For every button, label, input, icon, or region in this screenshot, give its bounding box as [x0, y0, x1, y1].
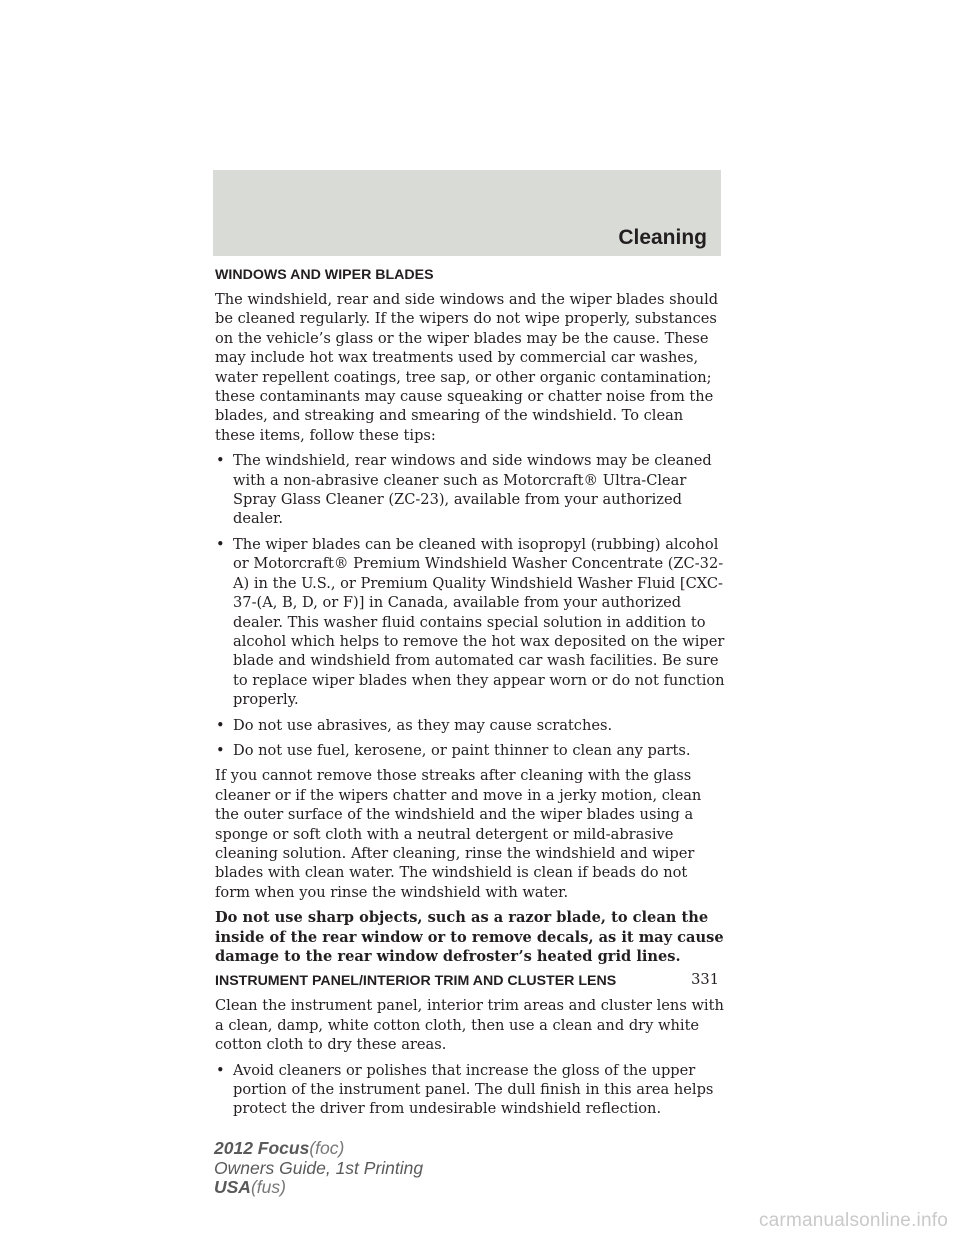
list-item-text: Do not use abrasives, as they may cause scratches. — [233, 716, 613, 734]
heading-windows-wiper-blades: WINDOWS AND WIPER BLADES — [215, 267, 434, 283]
list-item — [215, 1061, 725, 1119]
bullet-icon: • — [216, 452, 225, 470]
footer-line-market — [214, 1178, 423, 1198]
list-item — [215, 716, 725, 735]
list-item-text: Avoid cleaners or polishes that increase the gloss of the upper portion of the instrument panel. The dull finish in this area helps protect the driver from undesirable windshield reflection. — [233, 1061, 714, 1118]
paragraph-instrument-intro: Clean the instrument panel, interior trim areas and cluster lens with a clean, damp, white cotton cloth, then use a clean and dry white cotton cloth to dry these areas. — [215, 997, 724, 1054]
footer-model: 2012 Focus — [214, 1138, 310, 1158]
paragraph-streaks: If you cannot remove those streaks after cleaning with the glass cleaner or if the wipers chatter and move in a jerky motion, clean the outer surface of the windshield and the wiper blades using a sponge or soft cloth with a neutral detergent or mild-abrasive cleaning solution. After cleaning, rinse the windshield and wiper blades with clean water. The windshield is clean if beads do not form when you rinse the windshield with water. — [215, 767, 702, 901]
list-item — [215, 741, 725, 760]
list-item — [215, 535, 725, 710]
paragraph-windows-intro: The windshield, rear and side windows and the wiper blades should be cleaned regularly. If the wipers do not wipe properly, substances on the vehicle’s glass or the wiper blades may be the cause. These may include hot wax treatments used by commercial car washes, water repellent coatings, tree sap, or other organic contamination; these contaminants may cause squeaking or chatter noise from the blades, and streaking and smearing of the windshield. To clean these items, follow these tips: — [215, 291, 719, 444]
list-item-text: Do not use fuel, kerosene, or paint thinner to clean any parts. — [233, 741, 691, 759]
footer-market-code: (fus) — [250, 1177, 286, 1197]
footer-line-model — [214, 1139, 423, 1159]
footer-market: USA — [214, 1177, 251, 1197]
warning-paragraph: Do not use sharp objects, such as a razor blade, to clean the inside of the rear window or to remove decals, as it may cause damage to the rear window defroster’s heated grid lines. — [215, 909, 724, 965]
watermark-link[interactable]: carmanualsonline.info — [758, 1210, 948, 1231]
bullet-icon: • — [216, 1061, 225, 1079]
print-footer — [214, 1139, 423, 1198]
section-header-band — [213, 170, 721, 256]
list-item-text: The wiper blades can be cleaned with isopropyl (rubbing) alcohol or Motorcraft® Premium Windshield Washer Concentrate (ZC-32-A) in the U.S., or Premium Quality Windshield Washer Fluid [CXC-37-(A, B, D, or F)] in Canada, available from your authorized dealer. This washer fluid contains special solution in addition to alcohol which helps to remove the hot wax deposited on the wiper blade and windshield from automated car wash facilities. Be sure to replace wiper blades when they appear worn or do not function properly. — [233, 535, 725, 709]
bullet-icon: • — [216, 741, 225, 759]
page-content — [215, 266, 725, 1125]
list-item-text: The windshield, rear windows and side windows may be cleaned with a non-abrasive cleaner such as Motorcraft® Ultra-Clear Spray Glass Cleaner (ZC-23), available from your authorized dealer. — [233, 452, 712, 528]
list-item — [215, 451, 725, 529]
bullet-icon: • — [216, 535, 225, 553]
bullet-icon: • — [216, 716, 225, 734]
footer-model-code: (foc) — [309, 1138, 345, 1158]
page-number: 331 — [691, 971, 719, 988]
heading-instrument-panel: INSTRUMENT PANEL/INTERIOR TRIM AND CLUSTER LENS — [215, 973, 617, 990]
section-title: Cleaning — [618, 226, 707, 249]
footer-line-guide: Owners Guide, 1st Printing — [214, 1157, 424, 1178]
